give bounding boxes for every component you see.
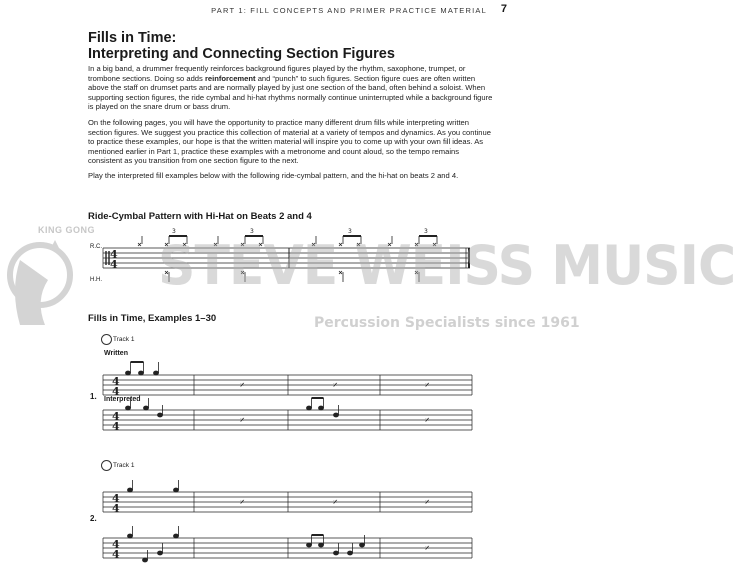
svg-text:𝄎: 𝄎 — [425, 416, 430, 426]
ride-pattern-heading: Ride-Cymbal Pattern with Hi-Hat on Beats 2 and 4 — [88, 211, 312, 222]
cd-track-icon — [101, 334, 112, 345]
svg-text:4: 4 — [112, 385, 120, 398]
paragraph-1-bold: reinforcement — [204, 73, 256, 83]
svg-text:𝄎: 𝄎 — [333, 381, 338, 391]
page-number: 7 — [500, 3, 507, 15]
hh-label: H.H. — [90, 277, 102, 283]
title-line-1: Fills in Time: — [88, 30, 177, 46]
svg-text:4: 4 — [112, 502, 120, 515]
watermark-logo-text: KING GONG — [38, 225, 96, 235]
cd-track-icon — [101, 460, 112, 471]
svg-text:4: 4 — [112, 375, 120, 388]
svg-text:4: 4 — [112, 548, 120, 561]
watermark-subtitle: Percussion Specialists since 1961 — [314, 315, 580, 331]
example-1-track-label: Track 1 — [113, 336, 135, 344]
svg-text:4: 4 — [110, 248, 118, 261]
svg-text:3: 3 — [250, 228, 254, 235]
svg-text:3: 3 — [424, 228, 428, 235]
paragraph-2: On the following pages, you will have the opportunity to practice many different drum fills while interpreting written section figures. We suggest you practice this collection of material at a variety of tempos and dynamics. As you continue to practice these examples, our hope is that the written material will inspire you to come up with your own fill ideas. As mentioned earlier in Part 1, practice these examples with a metronome and count aloud, so the tempo remains consistent as you transition from one section figure to the next. — [88, 118, 491, 166]
svg-text:𝄎: 𝄎 — [240, 416, 245, 426]
watermark-main: STEVE WEISS MUSIC — [158, 234, 735, 298]
paragraph-3: Play the interpreted fill examples below with the following ride-cymbal pattern, and the hi-hat on beats 2 and 4. — [88, 171, 459, 180]
rc-label: R.C. — [90, 244, 102, 250]
svg-text:𝄎: 𝄎 — [240, 381, 245, 391]
svg-text:𝄎: 𝄎 — [425, 498, 430, 508]
svg-text:3: 3 — [172, 228, 176, 235]
paragraph-1 — [88, 64, 494, 112]
written-label: Written — [104, 350, 128, 357]
svg-text:4: 4 — [112, 492, 120, 505]
svg-text:4: 4 — [110, 258, 118, 271]
fills-heading: Fills in Time, Examples 1–30 — [88, 313, 217, 324]
svg-text:𝄎: 𝄎 — [425, 381, 430, 391]
example-2-staves — [0, 478, 575, 573]
example-1-number: 1. — [90, 392, 97, 401]
svg-text:𝄎: 𝄎 — [333, 498, 338, 508]
svg-text:𝄎: 𝄎 — [425, 544, 430, 554]
page-title — [88, 30, 508, 62]
svg-text:3: 3 — [348, 228, 352, 235]
paragraph-1-end: and “punch” to such figures. Section figure cues are often written above the staff on drumset parts and are normally played by just one section of the band, often behind a soloist. When supporting section figures, the ride cymbal and hi-hat rhythms normally continue uninterrupted while a background figure is played on the snare drum or bass drum. — [88, 73, 493, 112]
example-1-staves — [0, 355, 575, 437]
example-2-track — [101, 460, 134, 471]
running-head: PART 1: FILL CONCEPTS AND PRIMER PRACTICE MATERIAL — [211, 6, 487, 15]
interpreted-label: Interpreted — [104, 396, 141, 403]
paragraph-1-start: In a big band, a drummer frequently reinforces background figures played by the rhythm, saxophone, trumpet, or trombone sections. Doing so adds — [88, 64, 466, 83]
svg-text:4: 4 — [112, 538, 120, 551]
example-2-track-label: Track 1 — [113, 462, 135, 470]
svg-text:4: 4 — [112, 410, 120, 423]
example-1-track — [101, 334, 134, 345]
svg-text:𝄎: 𝄎 — [240, 498, 245, 508]
svg-text:4: 4 — [112, 420, 120, 433]
title-line-2: Interpreting and Connecting Section Figures — [88, 46, 395, 62]
example-2-number: 2. — [90, 514, 97, 523]
